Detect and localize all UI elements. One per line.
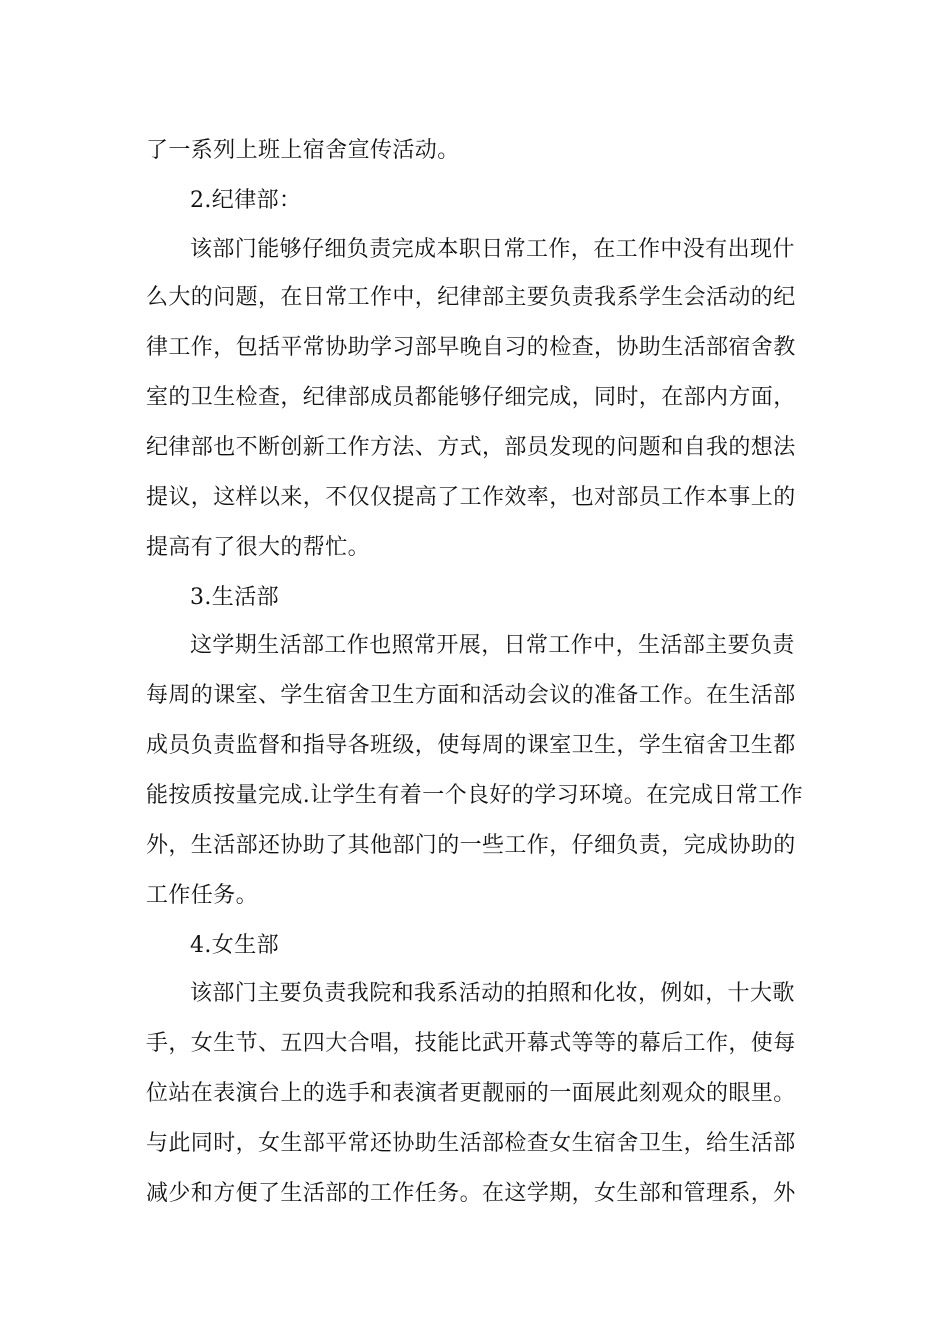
section-heading-life: 3.生活部 (190, 585, 279, 610)
text-line: 这学期生活部工作也照常开展，日常工作中，生活部主要负责 (190, 633, 795, 658)
text-line: 成员负责监督和指导各班级，使每周的课室卫生，学生宿舍卫生都 (146, 733, 796, 758)
section-heading-discipline: 2.纪律部： (190, 188, 302, 213)
text-line: 提议，这样以来，不仅仅提高了工作效率，也对部员工作本事上的 (146, 485, 796, 510)
text-line: 减少和方便了生活部的工作任务。在这学期，女生部和管理系，外 (146, 1181, 796, 1206)
text-line: 该部门能够仔细负责完成本职日常工作，在工作中没有出现什 (190, 237, 795, 262)
text-line: 手，女生节、五四大合唱，技能比武开幕式等等的幕后工作，使每 (146, 1031, 796, 1056)
text-line: 位站在表演台上的选手和表演者更靓丽的一面展此刻观众的眼里。 (146, 1081, 796, 1106)
text-line: 每周的课室、学生宿舍卫生方面和活动会议的准备工作。在生活部 (146, 683, 796, 708)
text-line: 该部门主要负责我院和我系活动的拍照和化妆，例如，十大歌 (190, 981, 795, 1006)
text-line: 么大的问题，在日常工作中，纪律部主要负责我系学生会活动的纪 (146, 285, 796, 310)
text-line: 提高有了很大的帮忙。 (146, 535, 371, 560)
text-line: 纪律部也不断创新工作方法、方式，部员发现的问题和自我的想法 (146, 435, 796, 460)
section-heading-female: 4.女生部 (190, 933, 279, 958)
text-line: 律工作，包括平常协助学习部早晚自习的检查，协助生活部宿舍教 (146, 335, 796, 360)
text-line: 室的卫生检查，纪律部成员都能够仔细完成，同时，在部内方面， (146, 385, 796, 410)
text-line: 了一系列上班上宿舍宣传活动。 (146, 138, 460, 163)
text-line: 与此同时，女生部平常还协助生活部检查女生宿舍卫生，给生活部 (146, 1131, 796, 1156)
text-line: 能按质按量完成.让学生有着一个良好的学习环境。在完成日常工作 (146, 783, 803, 808)
text-line: 工作任务。 (146, 883, 259, 908)
text-line: 外，生活部还协助了其他部门的一些工作，仔细负责，完成协助的 (146, 833, 796, 858)
